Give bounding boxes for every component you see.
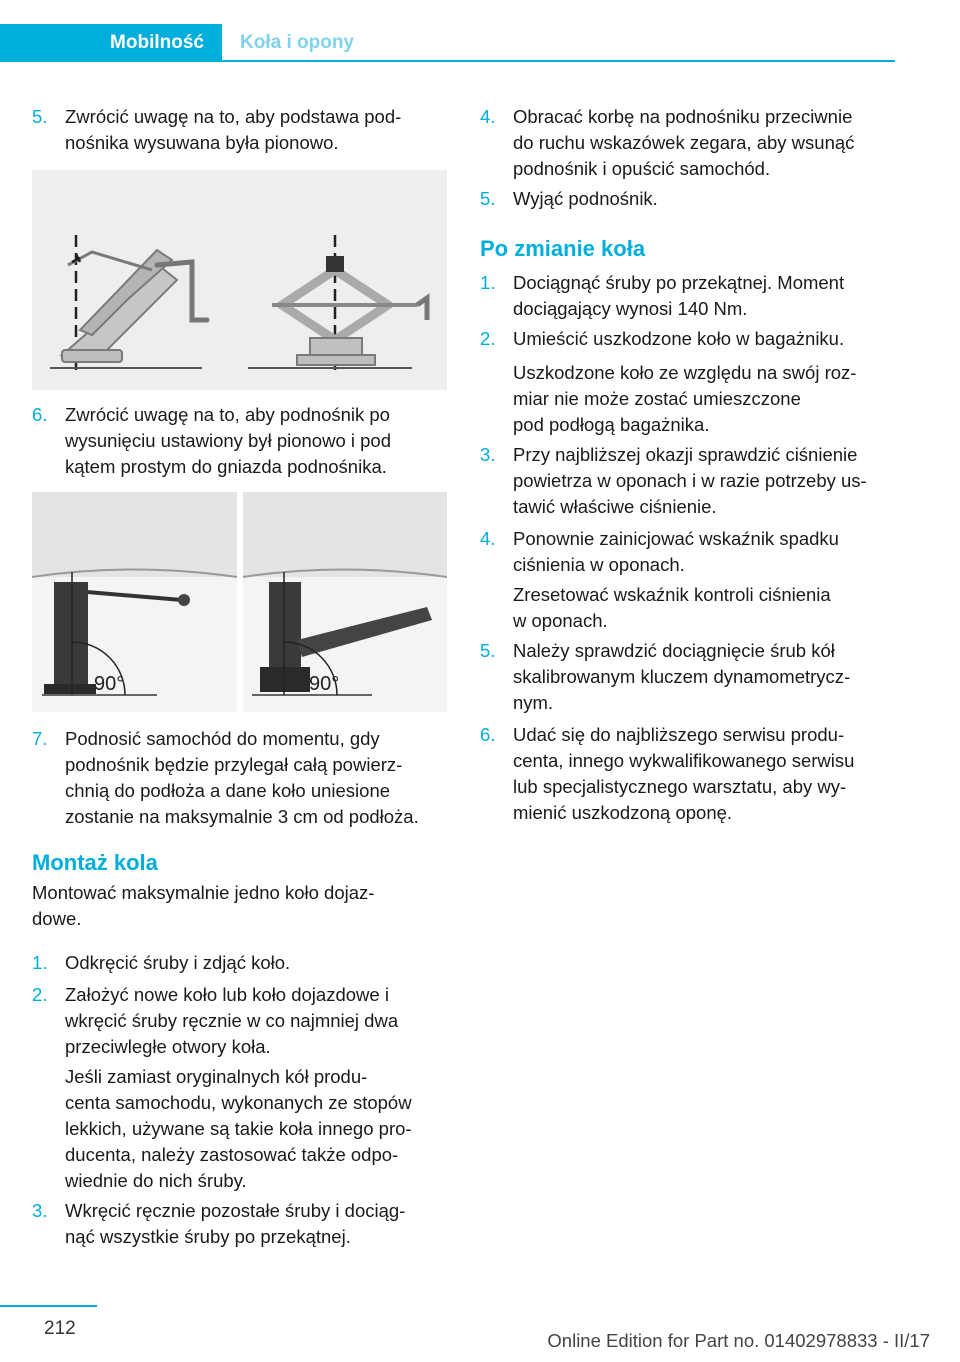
footer-rule bbox=[0, 1305, 97, 1307]
step-number: 2. bbox=[32, 984, 48, 1005]
step-text: Udać się do najbliższego serwisu produ- centa, innego wykwalifikowanego serwisu lub specjalistycznego warsztatu, aby wy- mienić uszkodzoną oponę. bbox=[513, 724, 855, 823]
step-text: Wyjąć podnośnik. bbox=[513, 188, 658, 209]
step-text: Obracać korbę na podnośniku przeciwnie do ruchu wskazówek zegara, aby wsunąć podnośnik i opuścić samochód. bbox=[513, 106, 855, 179]
step-item bbox=[480, 638, 895, 716]
edition-text: Online Edition for Part no. 01402978833 - II/17 bbox=[547, 1330, 930, 1351]
step-item bbox=[480, 442, 895, 520]
step-item bbox=[32, 726, 447, 830]
step-number: 3. bbox=[480, 444, 496, 465]
step-item bbox=[32, 402, 447, 480]
section-intro: Montować maksymalnie jedno koło dojaz- dowe. bbox=[32, 882, 375, 929]
step-item bbox=[480, 326, 895, 352]
step-number: 5. bbox=[480, 640, 496, 661]
section-title-montaz: Montaż kola bbox=[32, 850, 158, 875]
jack-angle-illustration bbox=[32, 492, 447, 712]
step-item bbox=[32, 104, 447, 156]
step-item bbox=[480, 104, 895, 182]
step-text: Podnosić samochód do momentu, gdy podnośnik będzie przylegał całą powierz- chnią do podłoża a dane koło uniesione zostanie na maksymalnie 3 cm od podłoża. bbox=[65, 728, 419, 827]
step-text: Umieścić uszkodzone koło w bagażniku. bbox=[513, 328, 845, 349]
step-text: Przy najbliższej okazji sprawdzić ciśnienie powietrza w oponach i w razie potrzeby us- tawić właściwe ciśnienie. bbox=[513, 444, 867, 517]
step-number: 4. bbox=[480, 528, 496, 549]
step-text: Zwrócić uwagę na to, aby podstawa pod- nośnika wysuwana była pionowo. bbox=[65, 106, 402, 153]
step-text: Należy sprawdzić dociągnięcie śrub kół skalibrowanym kluczem dynamometrycz- nym. bbox=[513, 640, 851, 713]
jack-angle-figure bbox=[32, 492, 447, 712]
jack-extension-figure bbox=[32, 170, 447, 390]
step-text: Ponownie zainicjować wskaźnik spadku ciśnienia w oponach. bbox=[513, 528, 839, 575]
header-rule bbox=[222, 60, 895, 62]
step-number: 6. bbox=[32, 404, 48, 425]
step-number: 3. bbox=[32, 1200, 48, 1221]
step-number: 7. bbox=[32, 728, 48, 749]
step-item bbox=[480, 270, 895, 322]
step-number: 6. bbox=[480, 724, 496, 745]
step-item bbox=[32, 950, 447, 976]
step-number: 1. bbox=[32, 952, 48, 973]
step-number: 1. bbox=[480, 272, 496, 293]
step-text: Dociągnąć śruby po przekątnej. Moment dociągający wynosi 140 Nm. bbox=[513, 272, 845, 319]
header-tabs bbox=[0, 24, 895, 62]
tab-kola-i-opony[interactable]: Koła i opony bbox=[240, 32, 354, 53]
step-text: Zwrócić uwagę na to, aby podnośnik po wysunięciu ustawiony był pionowo i pod kątem prostym do gniazda podnośnika. bbox=[65, 404, 391, 477]
step-number: 5. bbox=[480, 188, 496, 209]
step-item bbox=[32, 1198, 447, 1250]
step-text: Założyć nowe koło lub koło dojazdowe i wkręcić śruby ręcznie w co najmniej dwa przeciwległe otwory koła. bbox=[65, 984, 399, 1057]
step-number: 2. bbox=[480, 328, 496, 349]
step-item bbox=[480, 722, 895, 826]
step-item bbox=[480, 186, 895, 212]
step-note: Uszkodzone koło ze względu na swój roz- miar nie może zostać umieszczone pod podłogą bagażnika. bbox=[513, 362, 857, 435]
step-number: 4. bbox=[480, 106, 496, 127]
jack-illustration bbox=[32, 170, 447, 390]
step-text: Odkręcić śruby i zdjąć koło. bbox=[65, 952, 291, 973]
step-note: Zresetować wskaźnik kontroli ciśnienia w oponach. bbox=[513, 584, 831, 631]
angle-label-left: 90° bbox=[94, 673, 125, 695]
tab-mobilnosc[interactable]: Mobilność bbox=[0, 24, 222, 62]
step-note: Jeśli zamiast oryginalnych kół produ- centa samochodu, wykonanych ze stopów lekkich, używane są takie koła innego pro- ducenta, należy zastosować także odpo- wiednie do nich śruby. bbox=[65, 1066, 412, 1191]
step-item bbox=[480, 526, 895, 578]
page-number: 212 bbox=[44, 1318, 76, 1339]
step-number: 5. bbox=[32, 106, 48, 127]
step-item bbox=[32, 982, 447, 1060]
step-text: Wkręcić ręcznie pozostałe śruby i dociąg- nąć wszystkie śruby po przekątnej. bbox=[65, 1200, 406, 1247]
angle-label-right: 90° bbox=[309, 673, 340, 695]
section-title-po-zmianie: Po zmianie koła bbox=[480, 236, 646, 261]
